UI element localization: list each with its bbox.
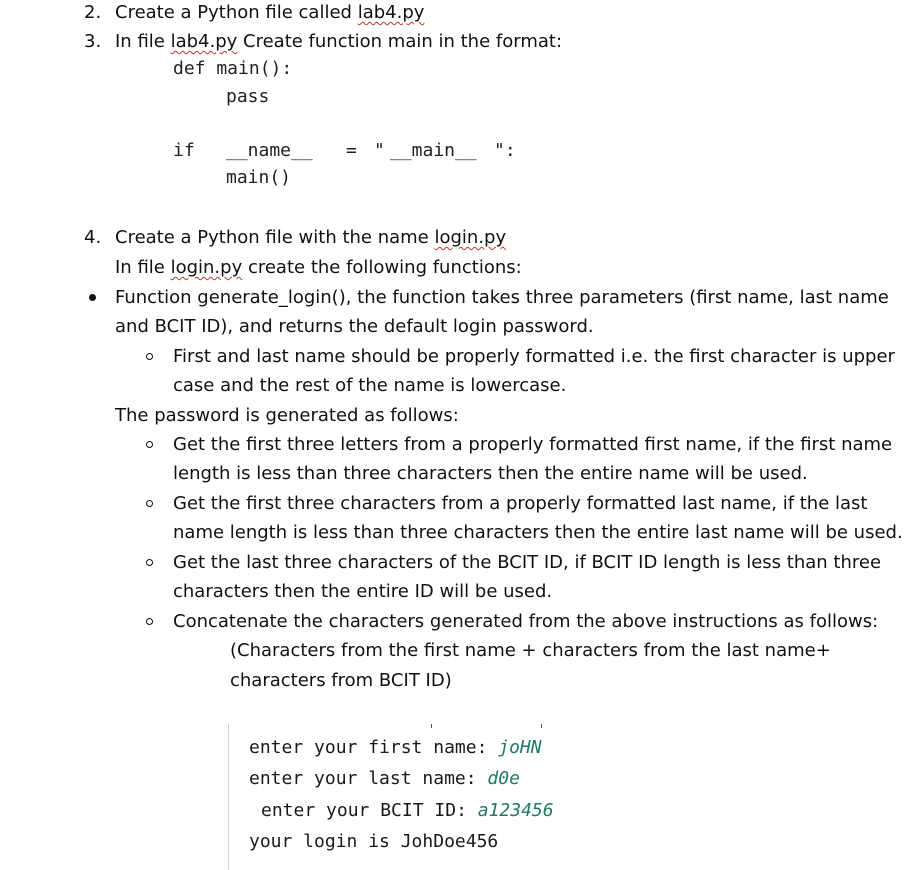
step-4-line-1: Concatenate the characters generated from the above instructions as follows: [173,611,879,632]
code-call-line: main() [226,167,292,188]
item-2-prefix: Create a Python file called [115,2,358,23]
item-4-subline [115,257,522,279]
item-4-sub-prefix: In file [115,257,171,278]
circle-bullet-icon [146,559,153,566]
item-4-number: 4. [84,227,102,248]
item-3-number: 3. [84,31,102,52]
item-4-prefix: Create a Python file with the name [115,227,435,248]
step-2-line-1: Get the first three characters from a properly formatted last name, if the last [173,493,868,514]
circle-bullet-icon [146,441,153,448]
code-if-keyword: if [173,140,195,161]
id-prompt: enter your BCIT ID: [261,800,478,821]
result-prompt: your login is [249,831,401,852]
item-3-suffix: Create function main in the format: [237,31,563,52]
step-3-line-2: characters then the entire ID will be used. [173,581,553,602]
sub-1-line-1: First and last name should be properly formatted i.e. the first character is upper [173,346,895,367]
step-1-line-1: Get the first three letters from a properly formatted first name, if the first name [173,434,893,455]
last-name-value: d0e [487,768,520,789]
console-result-line [249,831,498,853]
step-1-line-2: length is less than three characters then the entire name will be used. [173,463,808,484]
console-last-name-line [249,768,520,790]
code-quote-open: " [374,140,385,161]
result-value: JohDoe456 [400,831,499,852]
code-name-dunder: __name__ [226,140,313,161]
code-equals: = [346,140,357,161]
circle-bullet-icon [146,500,153,507]
sub-1-line-2: case and the rest of the name is lowercase. [173,375,567,396]
item-2-text [115,2,424,24]
id-value: a123456 [477,800,554,821]
item-4-text [115,227,506,249]
concat-note-line-1: (Characters from the first name + characters from the last name+ [230,640,831,661]
concat-note-line-2: characters from BCIT ID) [230,670,452,691]
item-4-sub-suffix: create the following functions: [242,257,522,278]
tick-mark [431,724,432,728]
password-intro: The password is generated as follows: [115,405,459,426]
item-4-sub-filename: login.py [170,257,243,278]
console-first-name-line [249,737,542,759]
step-2-line-2: name length is less than three characters then the entire last name will be used. [173,522,903,543]
console-output [228,724,629,870]
circle-bullet-icon [146,353,153,360]
code-main-dunder: __main__ [390,140,477,161]
item-3-filename: lab4.py [170,31,238,52]
console-id-line [261,800,554,822]
code-pass-line: pass [226,86,270,107]
first-name-value: joHN [498,737,542,758]
first-name-prompt: enter your first name: [249,737,499,758]
item-2-number: 2. [84,2,102,23]
step-3-line-1: Get the last three characters of the BCIT ID, if BCIT ID length is less than three [173,552,882,573]
bullet-1-line-2: and BCIT ID), and returns the default login password. [115,316,594,337]
item-3-text [115,31,562,53]
code-def-line: def main(): [173,58,293,79]
item-3-prefix: In file [115,31,171,52]
last-name-prompt: enter your last name: [249,768,488,789]
circle-bullet-icon [146,618,153,625]
item-4-filename: login.py [434,227,507,248]
code-quote-close: ": [494,140,516,161]
tick-mark [541,724,542,728]
item-2-filename: lab4.py [357,2,425,23]
bullet-1-line-1: Function generate_login(), the function takes three parameters (first name, last name [115,287,889,308]
bullet-dot-icon [89,294,96,301]
